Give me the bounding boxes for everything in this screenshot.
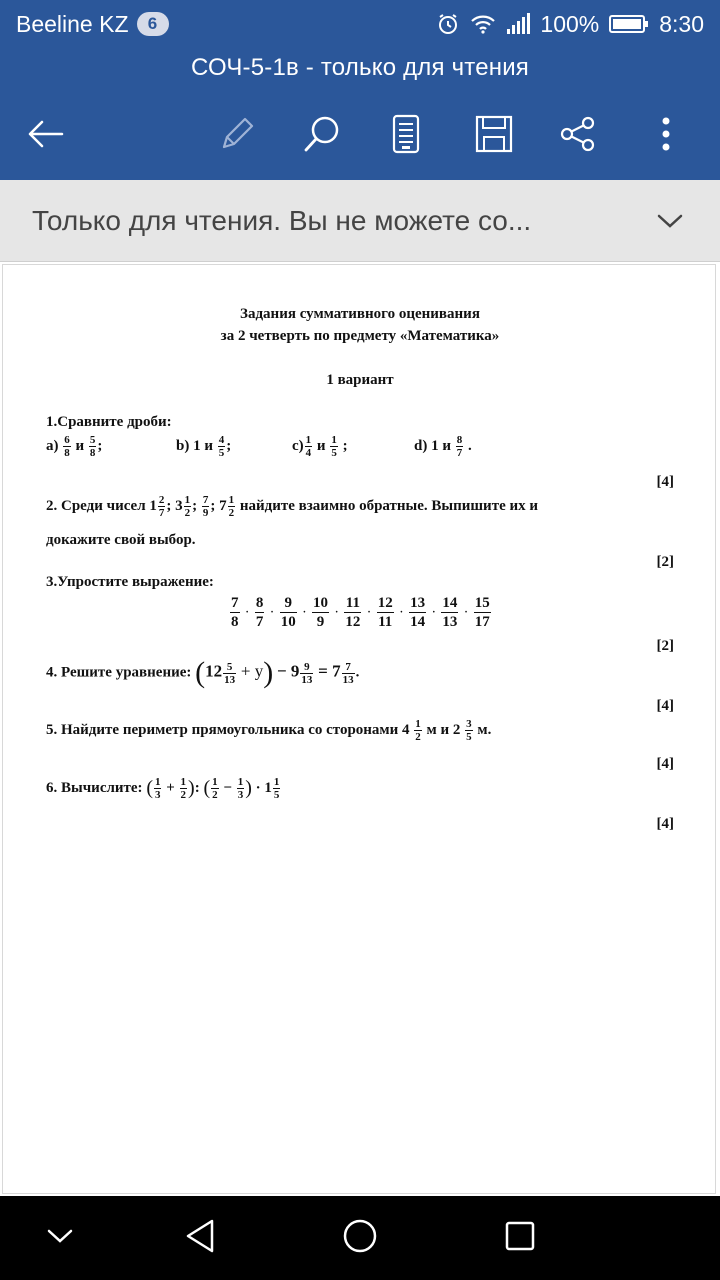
app-header [0, 48, 720, 180]
task1-item-c [292, 434, 348, 459]
fraction: $\frac{7}{9}$ [202, 494, 209, 519]
fraction: $\frac{7}{8}$ [231, 595, 239, 630]
fraction: $\frac{1}{5}$ [273, 776, 280, 801]
fraction: $\frac{1}{4}$ [305, 434, 312, 459]
task6-prefix: 6. Вычислите: [46, 779, 143, 796]
task1-score: [4] [656, 474, 674, 490]
doc-heading-line2: за 2 четверть по предмету «Математика» [220, 328, 500, 344]
back-button[interactable] [14, 104, 78, 168]
task5-score: [4] [656, 756, 674, 772]
task2-sep1: ; 3 [166, 497, 183, 514]
document-title: СОЧ-5-1в - только для чтения [190, 54, 530, 81]
task2-sep2: ; [192, 497, 198, 514]
battery-percent: 100% [540, 10, 600, 37]
fraction: $\frac{1}{5}$ [331, 434, 337, 459]
share-button[interactable] [546, 104, 610, 168]
task2-line2: докажите свой выбор. [46, 532, 196, 548]
fraction: $\frac{4}{5}$ [218, 434, 225, 459]
fraction: $\frac{6}{8}$ [64, 434, 70, 459]
multiply-dot: · [464, 607, 468, 618]
fraction: $\frac{9}{10}$ [280, 595, 296, 630]
task1-item-b [176, 434, 231, 459]
save-icon [475, 115, 513, 158]
task2-sep3: ; 7 [210, 497, 227, 514]
task6-score: [4] [656, 816, 674, 832]
multiply-dot: · [432, 607, 436, 618]
wifi-icon [470, 13, 496, 35]
nav-recents-button[interactable] [492, 1210, 548, 1266]
fraction: $\frac{12}{11}$ [377, 595, 393, 630]
task4-plus-y: + y [240, 661, 264, 681]
status-icons [436, 11, 704, 38]
multiply-dot: · [335, 607, 339, 618]
task3-heading: 3.Упростите выражение: [46, 574, 214, 590]
more-options-button[interactable] [634, 104, 698, 168]
back-icon [26, 119, 66, 154]
fraction: $\frac{1}{2}$ [212, 776, 218, 801]
task1-c-end: ; [342, 437, 348, 454]
task6-line [46, 776, 281, 801]
fraction: $\frac{15}{17}$ [474, 595, 490, 630]
recents-square-icon [504, 1220, 536, 1257]
fraction: $\frac{1}{2}$ [415, 718, 421, 743]
doc-heading-line1: Задания суммативного оценивания [240, 306, 480, 322]
chevron-down-icon[interactable] [652, 203, 688, 239]
right-paren: ) [188, 777, 195, 799]
task2-line1 [46, 494, 538, 519]
task5-line [46, 718, 491, 743]
share-icon [559, 115, 597, 158]
read-only-banner[interactable] [0, 180, 720, 262]
search-button[interactable] [290, 104, 354, 168]
hide-keyboard-icon [46, 1227, 74, 1250]
multiply-dot: · [399, 607, 404, 618]
fraction: $\frac{1}{2}$ [184, 494, 191, 519]
fraction: $\frac{8}{7}$ [456, 434, 463, 459]
fraction: $\frac{5}{13}$ [224, 660, 236, 686]
right-paren: ) [245, 777, 252, 799]
battery-icon [609, 14, 649, 34]
task2-score: [2] [656, 554, 674, 570]
task5-mid: м и 2 [426, 721, 461, 738]
task1-c-label: c) [292, 437, 304, 454]
multiply-dot: · [302, 607, 307, 618]
fraction: $\frac{5}{8}$ [89, 434, 96, 459]
task4-end: . [355, 664, 360, 681]
document-page [0, 262, 720, 1196]
task1-a-label: a) [46, 437, 59, 454]
task1-item-d [414, 434, 472, 459]
back-triangle-icon [184, 1218, 216, 1259]
left-paren: ( [203, 777, 211, 799]
task4-prefix: 4. Решите уравнение: [46, 664, 192, 681]
task4-score: [4] [656, 698, 674, 714]
toolbar [0, 104, 720, 168]
fraction: $\frac{3}{5}$ [466, 718, 472, 743]
fraction: $\frac{11}{12}$ [345, 595, 361, 630]
task1-heading: 1.Сравните дроби: [46, 414, 172, 430]
status-bar [0, 0, 720, 48]
fraction: $\frac{1}{2}$ [228, 494, 235, 519]
task4-whole1: 12 [205, 661, 223, 681]
alarm-icon [436, 12, 460, 36]
multiply-dot: · [245, 607, 249, 618]
edit-icon [218, 115, 256, 158]
task1-c-and: и [316, 437, 326, 454]
notification-count-badge: 6 [137, 12, 169, 36]
fraction: $\frac{2}{7}$ [158, 494, 165, 519]
variant-label: 1 вариант [326, 372, 394, 388]
read-only-message: Только для чтения. Вы не можете со... [32, 204, 532, 236]
task1-item-a [46, 434, 102, 459]
fraction: $\frac{14}{13}$ [442, 595, 458, 630]
task1-b-label: b) 1 и [176, 437, 213, 454]
task4-eq: = 7 [318, 661, 341, 681]
multiply-dot: · [270, 607, 274, 618]
search-icon [302, 114, 342, 159]
document-area[interactable] [0, 262, 720, 1196]
left-paren: ( [146, 777, 153, 799]
task1-b-end: ; [226, 437, 232, 454]
mobile-view-icon [392, 114, 420, 159]
multiply-dot: · [367, 607, 371, 618]
fraction: $\frac{1}{3}$ [237, 776, 244, 801]
fraction: $\frac{10}{9}$ [313, 595, 329, 630]
home-circle-icon [342, 1218, 378, 1259]
task2-suffix: найдите взаимно обратные. Выпишите их и [239, 497, 539, 514]
navigation-bar [0, 1196, 720, 1280]
edit-button[interactable] [205, 104, 269, 168]
hide-keyboard-button[interactable] [32, 1210, 88, 1266]
clock: 8:30 [659, 10, 704, 37]
nav-home-button[interactable] [332, 1210, 388, 1266]
task5-end: м. [477, 721, 492, 738]
carrier-info [16, 11, 169, 38]
task1-d-end: . [467, 437, 472, 454]
task6-times: · 1 [255, 779, 272, 796]
fraction: $\frac{9}{13}$ [301, 660, 313, 686]
signal-icon [506, 13, 530, 35]
mobile-view-button[interactable] [374, 104, 438, 168]
fraction: $\frac{1}{2}$ [180, 776, 187, 801]
task2-prefix: 2. Среди чисел 1 [46, 497, 157, 514]
task3-score: [2] [656, 638, 674, 654]
fraction: $\frac{7}{13}$ [342, 660, 354, 686]
task4-line [46, 658, 359, 688]
nav-back-button[interactable] [172, 1210, 228, 1266]
save-button[interactable] [462, 104, 526, 168]
task1-a-end: ; [97, 437, 103, 454]
left-paren: ( [195, 656, 206, 689]
fraction: $\frac{13}{14}$ [410, 595, 426, 630]
task6-minus: − [223, 779, 232, 796]
task1-d-label: d) 1 и [414, 437, 451, 454]
task6-plus: + [166, 779, 175, 796]
fraction: $\frac{1}{3}$ [154, 776, 161, 801]
task3-expression [230, 594, 491, 631]
more-icon [661, 116, 671, 157]
right-paren: ) [263, 656, 274, 689]
task4-minus: − 9 [276, 661, 300, 681]
carrier-name: Beeline KZ [16, 10, 129, 37]
task6-colon: : [194, 779, 200, 796]
task5-prefix: 5. Найдите периметр прямоугольника со сторонами 4 [46, 721, 410, 738]
task1-a-and: и [75, 437, 85, 454]
fraction: $\frac{8}{7}$ [255, 595, 264, 630]
